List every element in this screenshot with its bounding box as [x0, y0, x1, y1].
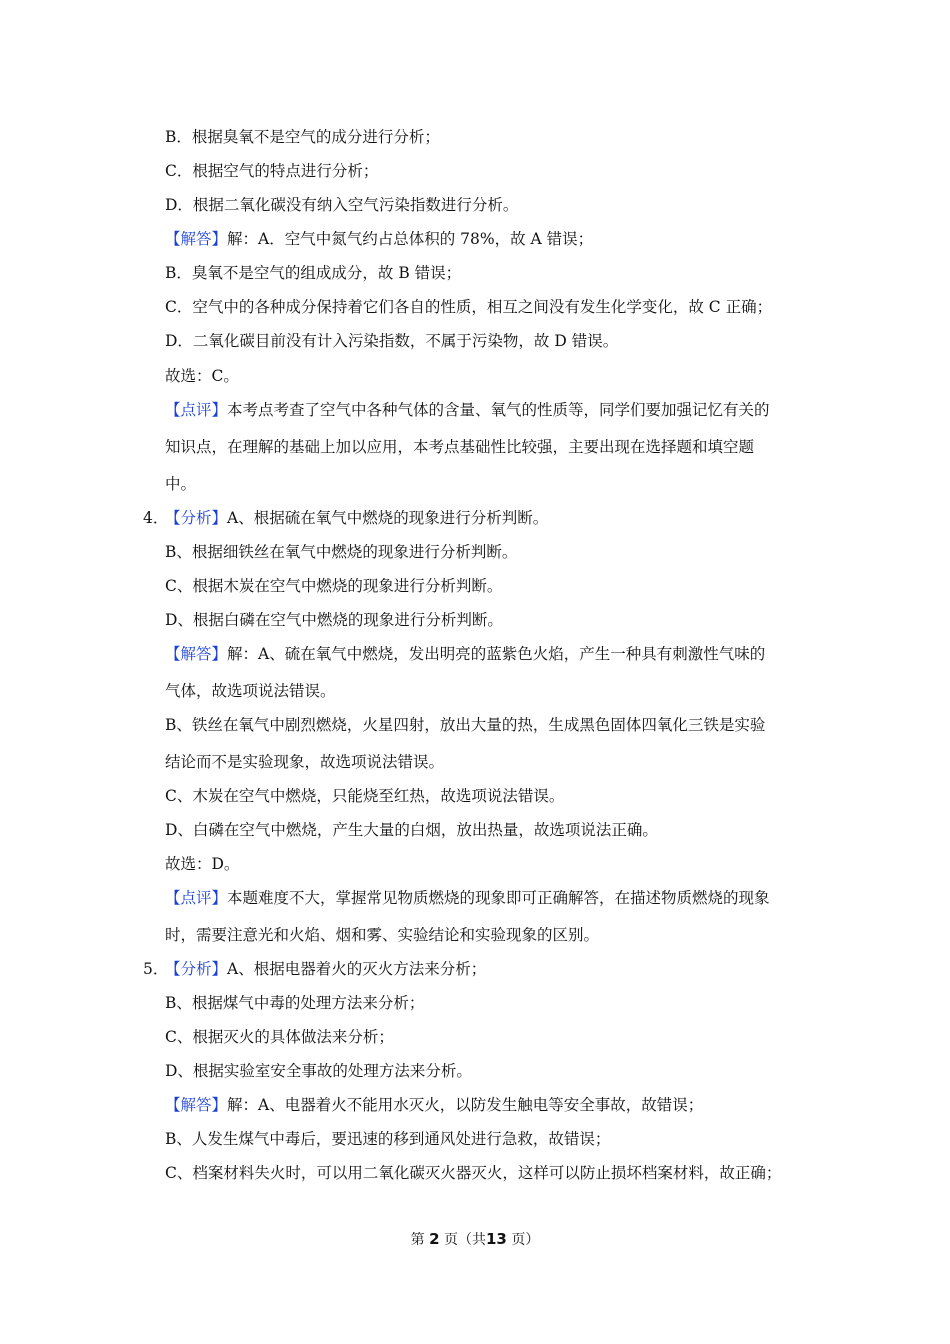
- text-line: D、根据白磷在空气中燃烧的现象进行分析判断。: [165, 611, 503, 629]
- text: 解：A、电器着火不能用水灭火，以防发生触电等安全事故，故错误；: [227, 1096, 704, 1114]
- answer-line: [165, 1095, 703, 1115]
- text-line: 故选：D。: [165, 855, 240, 873]
- answer-line: [165, 644, 765, 664]
- text-line: C、木炭在空气中燃烧，只能烧至红热，故选项说法错误。: [165, 787, 565, 805]
- text: 解：A、硫在氧气中燃烧，发出明亮的蓝紫色火焰，产生一种具有刺激性气味的: [227, 645, 766, 663]
- text-line: 中。: [165, 475, 197, 493]
- text: A、根据硫在氧气中燃烧的现象进行分析判断。: [227, 509, 549, 527]
- question-number: 5．: [143, 960, 169, 978]
- text-line: 结论而不是实验现象，故选项说法错误。: [165, 753, 445, 771]
- footer-middle: 页（共: [444, 1232, 486, 1248]
- text-line: C、根据木炭在空气中燃烧的现象进行分析判断。: [165, 577, 503, 595]
- page-footer: [0, 1229, 950, 1249]
- page-number: 2: [429, 1230, 440, 1248]
- text: A、根据电器着火的灭火方法来分析；: [227, 960, 487, 978]
- text-line: D．根据二氧化碳没有纳入空气污染指数进行分析。: [165, 196, 519, 214]
- text-line: C、根据灭火的具体做法来分析；: [165, 1028, 394, 1046]
- text-line: C、档案材料失火时，可以用二氧化碳灭火器灭火，这样可以防止损坏档案材料，故正确；: [165, 1164, 782, 1182]
- answer-tag: 【解答】: [165, 230, 228, 248]
- answer-line: [165, 229, 593, 249]
- text-line: B、根据煤气中毒的处理方法来分析；: [165, 994, 425, 1012]
- text: 解：A．空气中氮气约占总体积的 78%，故 A 错误；: [227, 230, 594, 248]
- text-line: B．根据臭氧不是空气的成分进行分析；: [165, 128, 440, 146]
- answer-tag: 【解答】: [165, 1096, 228, 1114]
- question-4-analysis: [143, 508, 548, 528]
- text-line: D、白磷在空气中燃烧，产生大量的白烟，放出热量，故选项说法正确。: [165, 821, 658, 839]
- text-line: 时，需要注意光和火焰、烟和雾、实验结论和实验现象的区别。: [165, 926, 600, 944]
- text-line: C．根据空气的特点进行分析；: [165, 162, 379, 180]
- text: 本考点考查了空气中各种气体的含量、氧气的性质等，同学们要加强记忆有关的: [227, 401, 770, 419]
- comment-tag: 【点评】: [165, 889, 228, 907]
- question-number: 4．: [143, 509, 169, 527]
- text-line: D、根据实验室安全事故的处理方法来分析。: [165, 1062, 472, 1080]
- footer-suffix: 页）: [511, 1232, 540, 1248]
- text-line: B、人发生煤气中毒后，要迅速的移到通风处进行急救，故错误；: [165, 1130, 611, 1148]
- text-line: B、铁丝在氧气中剧烈燃烧，火星四射，放出大量的热，生成黑色固体四氧化三铁是实验: [165, 716, 766, 734]
- question-5-analysis: [143, 959, 486, 979]
- analysis-tag: 【分析】: [165, 509, 228, 527]
- comment-tag: 【点评】: [165, 401, 228, 419]
- text-line: 知识点，在理解的基础上加以应用，本考点基础性比较强，主要出现在选择题和填空题: [165, 438, 755, 456]
- text: 本题难度不大，掌握常见物质燃烧的现象即可正确解答，在描述物质燃烧的现象: [227, 889, 770, 907]
- analysis-tag: 【分析】: [165, 960, 228, 978]
- comment-line: [165, 888, 770, 908]
- comment-line: [165, 400, 770, 420]
- text-line: C．空气中的各种成分保持着它们各自的性质，相互之间没有发生化学变化，故 C 正确；: [165, 298, 773, 316]
- answer-tag: 【解答】: [165, 645, 228, 663]
- text-line: 故选：C。: [165, 367, 239, 385]
- text-line: D．二氧化碳目前没有计入污染指数，不属于污染物，故 D 错误。: [165, 332, 619, 350]
- text-line: 气体，故选项说法错误。: [165, 682, 336, 700]
- total-pages: 13: [486, 1230, 507, 1248]
- text-line: B．臭氧不是空气的组成成分，故 B 错误；: [165, 264, 462, 282]
- text-line: B、根据细铁丝在氧气中燃烧的现象进行分析判断。: [165, 543, 518, 561]
- footer-prefix: 第: [410, 1232, 425, 1248]
